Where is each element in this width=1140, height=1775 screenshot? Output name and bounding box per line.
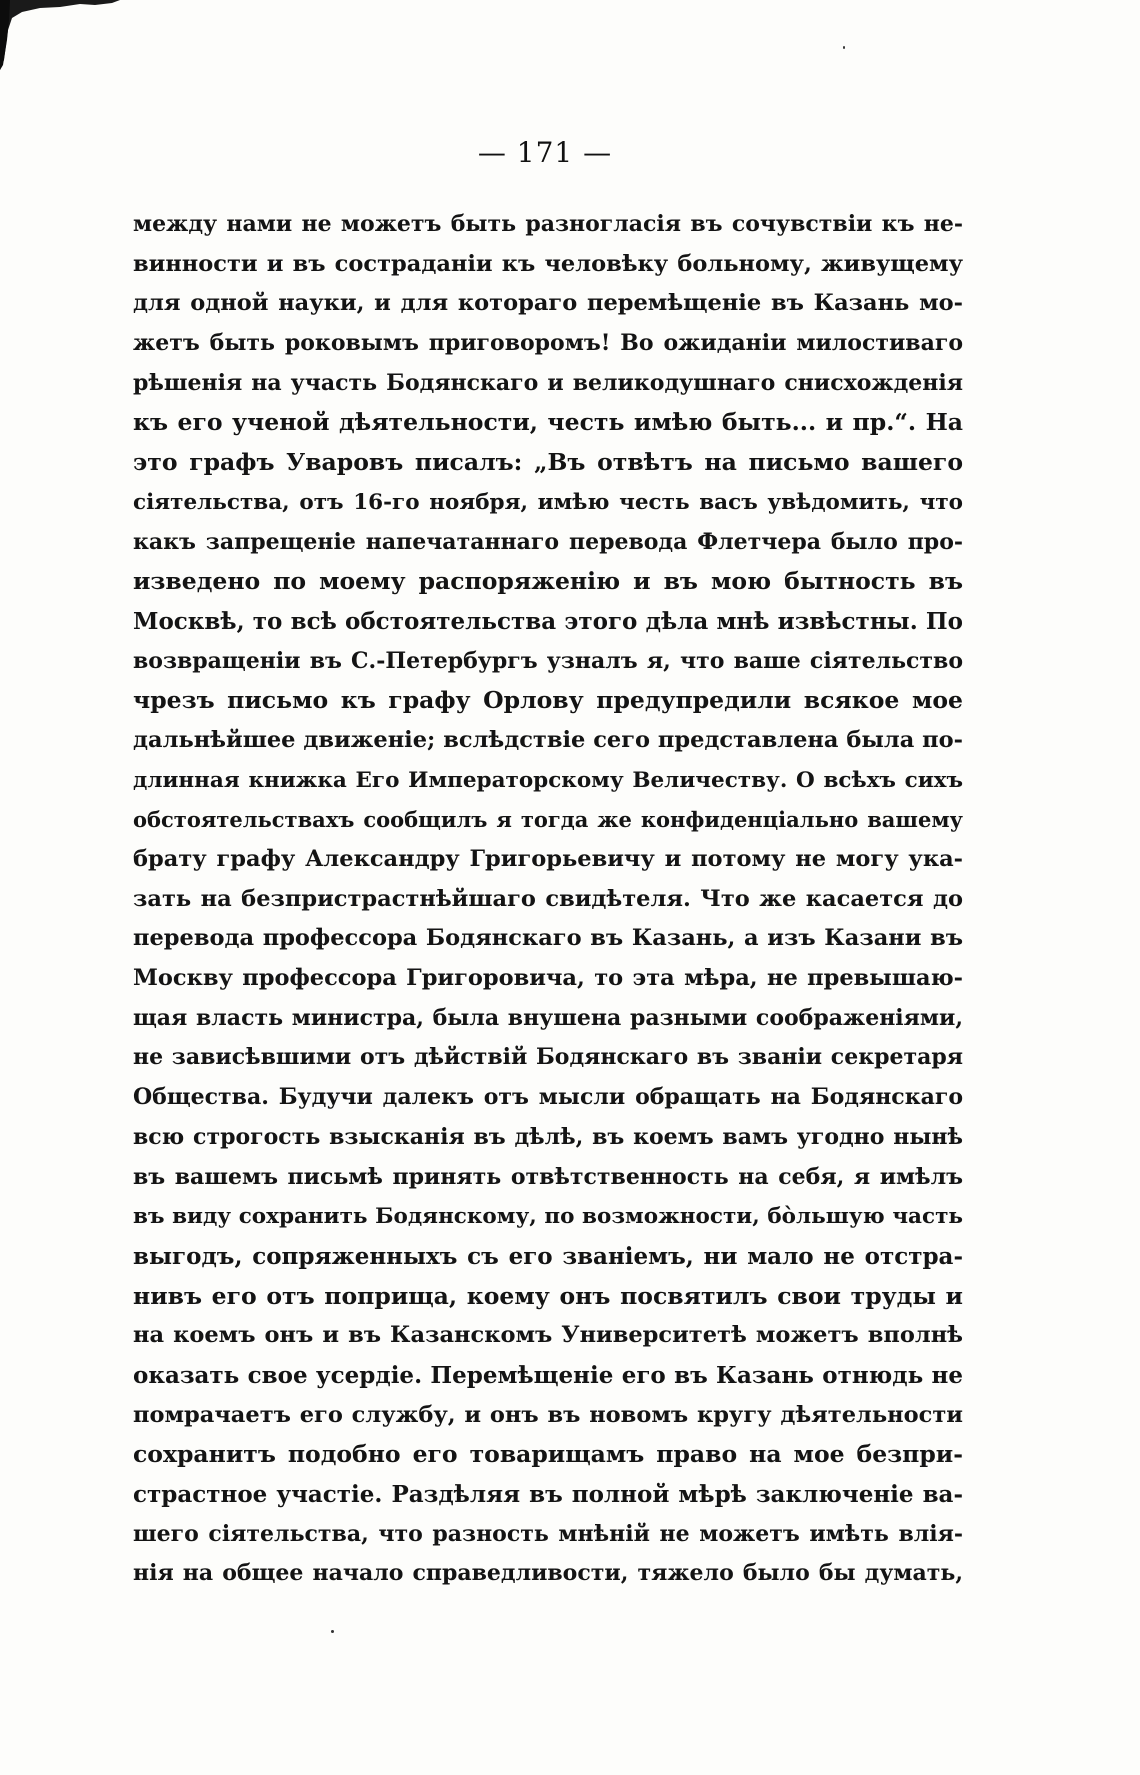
text-line: шего сіятельства, что разность мнѣній не можетъ имѣть влія- [133, 1520, 963, 1547]
text-line: рѣшенія на участь Бодянскаго и великодушнаго снисхожденія [133, 369, 963, 396]
text-line: нія на общее начало справедливости, тяжело было бы думать, [133, 1560, 963, 1587]
body-text [133, 205, 963, 1594]
text-line: Москву профессора Григоровича, то эта мѣра, не превышаю- [133, 965, 963, 992]
text-line: Москвѣ, то всѣ обстоятельства этого дѣла мнѣ извѣстны. По [133, 607, 963, 635]
text-line: дальнѣйшее движеніе; вслѣдствіе сего представлена была по- [133, 726, 963, 753]
text-line: на коемъ онъ и въ Казанскомъ Университетѣ можетъ вполнѣ [133, 1322, 963, 1349]
text-line: жетъ быть роковымъ приговоромъ! Во ожиданіи милостиваго [133, 330, 963, 357]
page-number: — 171 — [477, 136, 613, 169]
text-line: чрезъ письмо къ графу Орлову предупредили всякое мое [133, 686, 963, 715]
text-line: винности и въ состраданіи къ человѣку больному, живущему [133, 250, 963, 277]
text-line: въ виду сохранить Бодянскому, по возможности, бо̀льшую часть [133, 1204, 963, 1230]
text-line: брату графу Александру Григорьевичу и потому не могу ука- [133, 846, 963, 872]
scan-edge-mark [0, 0, 120, 70]
text-line: нивъ его отъ поприща, коему онъ посвятилъ свои труды и [133, 1281, 963, 1310]
text-line: для одной науки, и для котораго перемѣщеніе въ Казань мо- [133, 290, 963, 317]
text-line: возвращеніи въ С.-Петербургъ узналъ я, что ваше сіятельство [133, 647, 963, 674]
text-line: въ вашемъ письмѣ принять отвѣтственность на себя, я имѣлъ [133, 1163, 963, 1190]
print-speck [331, 1630, 334, 1633]
text-line: всю строгость взысканія въ дѣлѣ, въ коемъ вамъ угодно нынѣ [133, 1123, 963, 1150]
text-line: не зависѣвшими отъ дѣйствій Бодянскаго въ званіи секретаря [133, 1044, 963, 1071]
print-speck [843, 46, 845, 49]
text-line: это графъ Уваровъ писалъ: „Въ отвѣтъ на письмо вашего [133, 448, 963, 477]
text-line: щая власть министра, была внушена разными соображеніями, [133, 1004, 963, 1031]
text-line: какъ запрещеніе напечатаннаго перевода Флетчера было про- [133, 528, 963, 555]
text-line: перевода профессора Бодянскаго въ Казань, а изъ Казани въ [133, 925, 963, 952]
text-line: оказать свое усердіе. Перемѣщеніе его въ Казань отнюдь не [133, 1361, 963, 1389]
text-line: между нами не можетъ быть разногласія въ сочувствіи къ не- [133, 211, 963, 237]
text-line: къ его ученой дѣятельности, честь имѣю быть... и пр.“. На [133, 408, 963, 437]
text-line: длинная книжка Его Императорскому Величеству. О всѣхъ сихъ [133, 767, 963, 793]
text-line: зать на безпристрастнѣйшаго свидѣтеля. Что же касается до [133, 885, 963, 912]
text-line: обстоятельствахъ сообщилъ я тогда же конфиденціально вашему [133, 807, 963, 833]
text-line: сіятельства, отъ 16-го ноября, имѣю честь васъ увѣдомить, что [133, 489, 963, 515]
text-line: Общества. Будучи далекъ отъ мысли обращать на Бодянскаго [133, 1084, 963, 1111]
text-line: изведено по моему распоряженію и въ мою бытность въ [133, 567, 963, 596]
text-line: помрачаетъ его службу, и онъ въ новомъ кругу дѣятельности [133, 1401, 963, 1428]
text-line: сохранитъ подобно его товарищамъ право на мое безпри- [133, 1440, 963, 1469]
text-line: выгодъ, сопряженныхъ съ его званіемъ, ни мало не отстра- [133, 1242, 963, 1270]
text-line: страстное участіе. Раздѣляя въ полной мѣрѣ заключеніе ва- [133, 1481, 963, 1508]
